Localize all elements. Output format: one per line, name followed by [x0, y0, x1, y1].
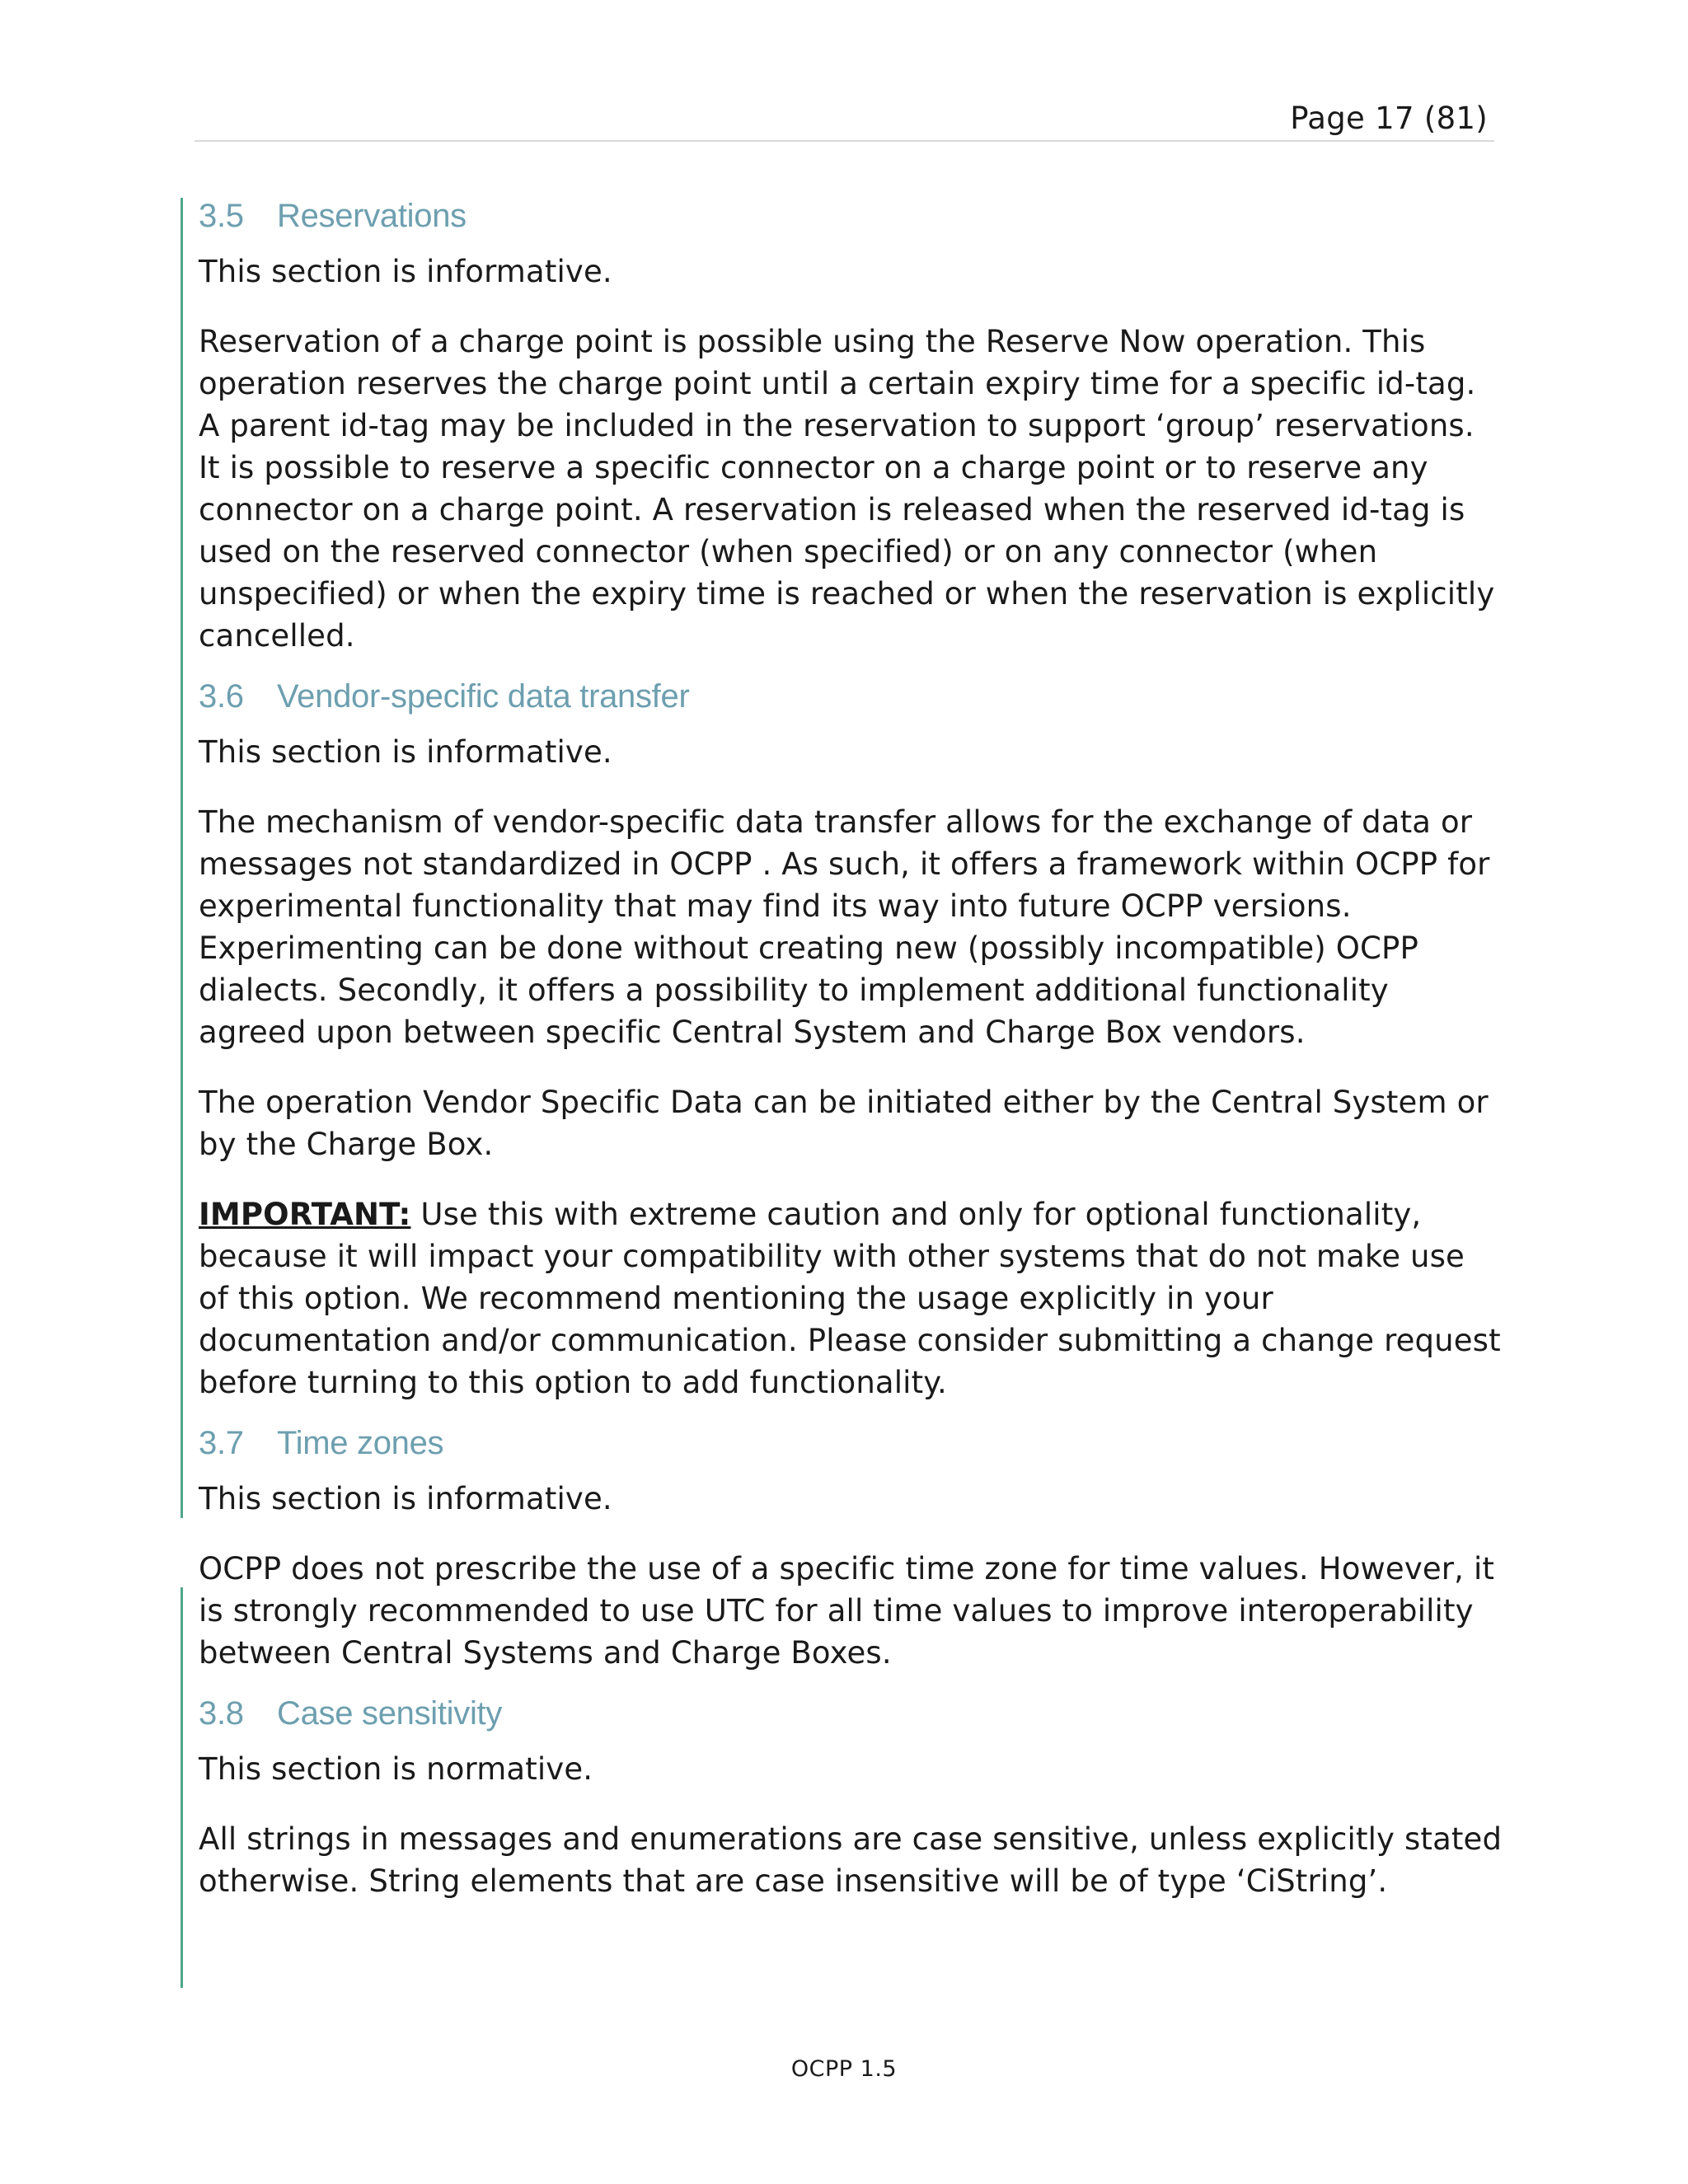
section-status: This section is informative. [199, 254, 612, 289]
page-footer: OCPP 1.5 [790, 2056, 898, 2082]
section-number: 3.6 [199, 678, 244, 715]
section-heading-3-5 [199, 191, 1494, 241]
section-number: 3.7 [199, 1425, 244, 1461]
important-label: IMPORTANT: [199, 1197, 411, 1232]
data-transfer-paragraph: The mechanism of vendor-specific data transfer allows for the exchange of data or messages not standardized in OCPP . As such, it offers a framework within OCPP for experimental functionality that may find its way into future OCPP versions. Experimenting can be done without creating new (possibly incompatible) OCPP dialects. Secondly, it offers a possibility to implement additional functionality agreed upon between specific Central System and Charge Box vendors. [199, 804, 1490, 1050]
case-sensitivity-paragraph: All strings in messages and enumerations are case sensitive, unless explicitly stated otherwise. String elements that are case insensitive will be of type ‘CiString’. [199, 1821, 1503, 1899]
page-header [195, 97, 1494, 142]
document-body [199, 191, 1503, 1917]
section-heading-3-7 [199, 1418, 1494, 1468]
section-title: Vendor-specific data transfer [277, 678, 690, 715]
page-number: Page 17 (81) [1290, 101, 1488, 136]
time-zones-paragraph: OCPP does not prescribe the use of a specific time zone for time values. However, it is strongly recommended to use UTC for all time values to improve interoperability between Central Systems and Charge Boxes. [199, 1551, 1495, 1671]
revision-bar-top [181, 198, 183, 1518]
important-note: IMPORTANT: Use this with extreme caution and only for optional functionality, because it will impact your compatibility with other systems that do not make use of this option. We recommend mentioning the usage explicitly in your documentation and/or communication. Please consider submitting a change request before turning to this option to add functionality. [199, 1197, 1501, 1400]
section-status: This section is informative. [199, 1481, 612, 1516]
reservations-paragraph: Reservation of a charge point is possible using the Reserve Now operation. This operation reserves the charge point until a certain expiry time for a specific id-tag. A parent id-tag may be included in the reservation to support ‘group’ reservations. It is possible to reserve a specific connector on a charge point or to reserve any connector on a charge point. A reservation is released when the reserved id-tag is used on the reserved connector (when specified) or on any connector (when unspecified) or when the expiry time is reached or when the reservation is explicitly cancelled. [199, 324, 1495, 654]
section-number: 3.8 [199, 1695, 244, 1732]
section-heading-3-8 [199, 1689, 1494, 1738]
vendor-specific-operation-paragraph: The operation Vendor Specific Data can be initiated either by the Central System or by the Charge Box. [199, 1085, 1489, 1162]
section-title: Reservations [277, 198, 467, 234]
section-number: 3.5 [199, 198, 244, 234]
section-title: Case sensitivity [277, 1695, 503, 1732]
section-title: Time zones [277, 1425, 444, 1461]
revision-bar-bottom [181, 1587, 183, 1988]
section-heading-3-6 [199, 672, 1494, 721]
section-status: This section is informative. [199, 734, 612, 770]
section-status: This section is normative. [199, 1751, 593, 1787]
